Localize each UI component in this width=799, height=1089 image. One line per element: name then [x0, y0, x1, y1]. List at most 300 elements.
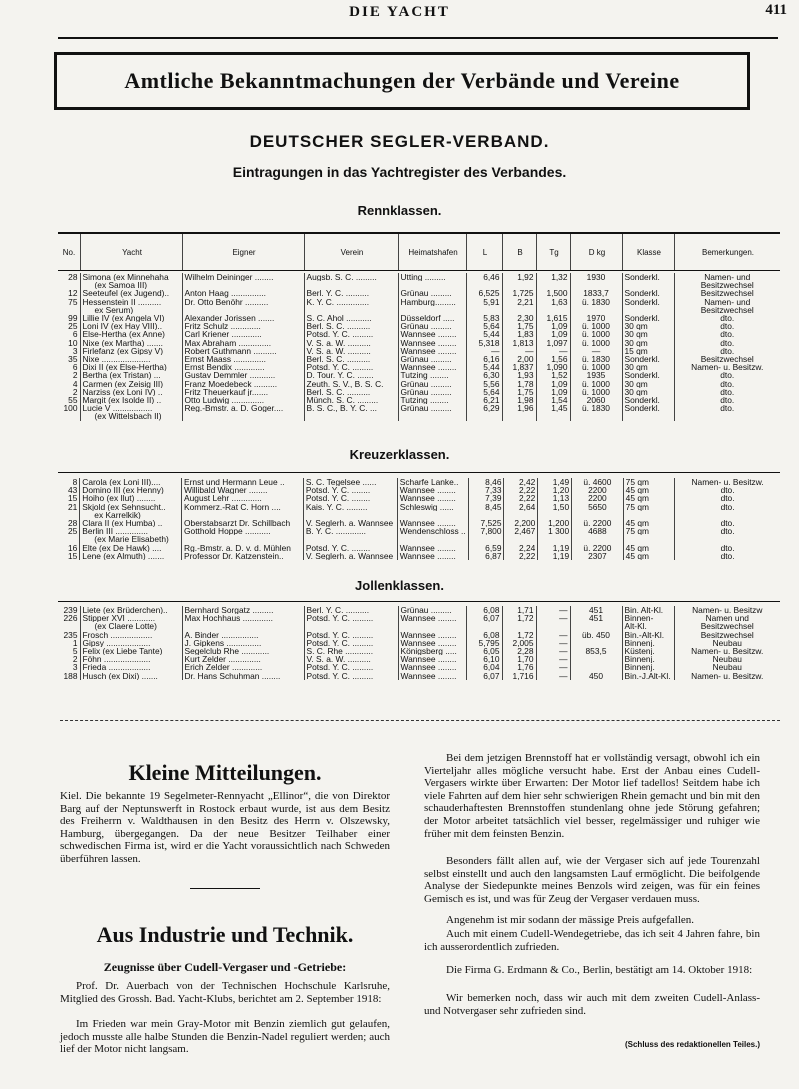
table-cell: Grünau .........	[398, 404, 466, 412]
table-cell: Sonderkl.	[622, 289, 674, 297]
table-cell: Neubau	[674, 663, 780, 671]
editorial-end-note: (Schluss des redaktionellen Teiles.)	[624, 1040, 760, 1049]
table-cell: 5,56	[466, 380, 502, 388]
table-cell	[398, 306, 466, 314]
table-cell: 6,59	[468, 544, 504, 552]
table-row	[58, 639, 780, 647]
table-cell: 1,19	[538, 552, 572, 560]
right-paragraph-5: Die Firma G. Erdmann & Co., Berlin, bestätigt am 14. Oktober 1918:	[446, 964, 753, 976]
table-cell: 6,21	[466, 396, 502, 404]
table-cell: 30 qm	[622, 330, 674, 338]
table-cell: —	[536, 614, 570, 622]
col-eigner: Eigner	[182, 234, 305, 270]
table-row	[58, 494, 780, 502]
rennklassen-table	[58, 273, 780, 421]
table-cell: Alt-Kl.	[622, 622, 674, 630]
table-cell: Sonderkl.	[622, 273, 674, 281]
table-cell: Potsd. Y. C. .........	[304, 663, 398, 671]
table-cell: 1833,7	[570, 289, 622, 297]
table-cell: Tutzing ........	[398, 396, 466, 404]
table-cell: B. Y. C. .............	[303, 527, 397, 535]
table-cell: dto.	[674, 347, 780, 355]
kleine-mitteilungen-title: Kleine Mitteilungen.	[128, 760, 322, 785]
table-cell: Potsd. Y. C. ........	[303, 494, 397, 502]
table-cell: 99	[68, 314, 78, 323]
table-cell: Potsd. Y. C. .........	[304, 672, 398, 680]
table-cell: 5,83	[466, 314, 502, 322]
table-cell: 30 qm	[622, 388, 674, 396]
table-cell: 2060	[570, 396, 622, 404]
table-cell: Küstenj.	[622, 647, 674, 655]
table-cell	[304, 622, 398, 630]
table-cell	[182, 306, 304, 314]
table-row	[58, 273, 780, 281]
table-cell: 1,70	[502, 655, 536, 663]
table-row	[58, 503, 780, 511]
table-cell: Potsd. Y. C. .........	[304, 330, 398, 338]
table-cell: ü. 1000	[570, 330, 622, 338]
table-cell: 2,64	[504, 503, 538, 511]
table-cell: Potsd. Y. C. .........	[304, 614, 398, 622]
table-cell: 2	[72, 387, 78, 397]
table-row	[58, 388, 780, 396]
table-cell: Carl Kriener .............	[182, 330, 304, 338]
table-cell: Erich Zelder .............	[182, 663, 304, 671]
table-cell: 4688	[572, 527, 624, 535]
table-cell	[504, 511, 538, 519]
table-cell: 1,78	[502, 380, 536, 388]
table-cell: V. S. a. W. ..........	[304, 339, 398, 347]
industrie-title: Aus Industrie und Technik.	[96, 922, 354, 947]
table-cell	[182, 281, 304, 289]
table-cell: 25	[67, 527, 78, 536]
table-cell	[398, 281, 466, 289]
table-cell: 2,005	[502, 639, 536, 647]
table-cell: Augsb. S. C. .........	[304, 273, 398, 281]
table-cell: 6,525	[466, 289, 502, 297]
table-cell: 30 qm	[622, 380, 674, 388]
table-cell: dto.	[675, 552, 780, 560]
table-cell: Bertha (ex Tristan) ...	[80, 371, 182, 379]
table-cell: 8	[72, 478, 78, 487]
table-cell: 1,19	[538, 544, 572, 552]
table-cell: Wannsee ........	[398, 672, 466, 680]
table-cell: 2,22	[504, 494, 538, 502]
table-cell: Stipper XVI ............	[80, 614, 182, 622]
table-cell: Scharfe Lanke..	[397, 478, 468, 486]
table-cell: Grünau .........	[398, 388, 466, 396]
table-cell: 235	[63, 630, 78, 639]
table-cell: Bin.-Alt-Kl.	[622, 631, 674, 639]
table-cell	[572, 535, 624, 543]
table-cell: 45 qm	[623, 519, 674, 527]
table-cell: 3	[72, 346, 78, 356]
table-cell: 5	[72, 647, 78, 656]
left-column-rule	[190, 888, 260, 889]
banner-title: Amtliche Bekanntmachungen der Verbände und Vereine	[124, 68, 680, 93]
table-row	[58, 647, 780, 655]
table-cell: Sonderkl.	[622, 371, 674, 379]
table-cell: Sonderkl.	[622, 298, 674, 306]
table-cell: S. C. Ahol ...........	[304, 314, 398, 322]
table-cell	[397, 535, 468, 543]
table-cell: 1935	[570, 371, 622, 379]
table-cell: Liete (ex Brüderchen)..	[80, 606, 182, 614]
table-cell: 2200	[572, 486, 624, 494]
table-cell: Ernst Bendix .............	[182, 363, 304, 371]
table-cell	[504, 535, 538, 543]
table-cell: 15	[67, 551, 78, 561]
table-cell	[623, 535, 674, 543]
table-cell: 6,05	[466, 647, 502, 655]
right-paragraph-1: Bei dem jetzigen Brennstoff hat er vollständig versagt, obwohl ich ein Vierteljahr alles mögliche versucht habe. Erst der Anbau eines Cudell-Vergasers wirkte über Erwarten: Der Motor lief tadellos! Seitdem habe ich viele Fahrten auf dem hier sehr schwierigen Rhein gemacht und bin mit den schauderhaftesten Brennstoffen stundenlang ohne jede Störung gefahren; der Motor arbeitet tatsächlich viel besser, regelmässiger und ruhiger wie früher mit dem feinsten Benzin.	[424, 752, 760, 840]
table-cell: Otto Ludwig ..............	[182, 396, 304, 404]
table-cell: 7,525	[468, 519, 504, 527]
table-cell: Wannsee ........	[398, 639, 466, 647]
table-cell: Hamburg.........	[398, 298, 466, 306]
table-cell: 12	[68, 289, 78, 298]
table-cell	[182, 535, 304, 543]
table-row	[58, 363, 780, 371]
table-cell	[466, 412, 502, 420]
table-cell: 1,32	[536, 273, 570, 281]
rennklassen-heading: Rennklassen.	[357, 203, 442, 218]
table-cell: Bernhard Sorgatz .........	[182, 606, 304, 614]
table-cell: 6,46	[466, 273, 502, 281]
table-cell: Grünau .........	[398, 606, 466, 614]
table-cell: 1,090	[536, 363, 570, 371]
table-cell: 1,716	[502, 672, 536, 680]
table-cell: 1,615	[536, 314, 570, 322]
table-cell	[303, 535, 397, 543]
table-cell	[674, 412, 780, 420]
table-cell: Sonderkl.	[622, 404, 674, 412]
table-cell: Bin. Alt-Kl.	[622, 606, 674, 614]
col-heimatshafen: Heimatshafen	[398, 234, 467, 270]
table-cell: Grünau .........	[398, 289, 466, 297]
table-cell: 6,08	[466, 631, 502, 639]
table-cell: Namen- u. Besitzw.	[674, 363, 780, 371]
table-cell: Wannsee ........	[398, 663, 466, 671]
table-cell: Loni IV (ex Hay VIII)..	[80, 322, 182, 330]
table-cell	[570, 412, 622, 420]
table-cell	[675, 535, 780, 543]
table-cell: ü. 1830	[570, 355, 622, 363]
table-cell	[304, 281, 398, 289]
table-cell: —	[466, 347, 502, 355]
table-cell: 5,318	[466, 339, 502, 347]
table-cell: 239	[63, 606, 78, 615]
table-cell: Segelclub Rhe ............	[182, 647, 304, 655]
table-cell	[536, 622, 570, 630]
table-cell: 1,72	[502, 631, 536, 639]
table-cell: 1,09	[536, 380, 570, 388]
table-row	[58, 519, 780, 527]
table-cell: 7,39	[468, 494, 504, 502]
table-cell: Skjold (ex Sehnsucht..	[80, 503, 182, 511]
table-cell: Seeteufel (ex Jugend)..	[80, 289, 182, 297]
table-cell: 2,24	[504, 544, 538, 552]
table-row	[58, 672, 780, 680]
table-cell: 1,56	[536, 355, 570, 363]
header-rule	[58, 37, 778, 39]
table-cell: dto.	[674, 380, 780, 388]
table-cell: 6,30	[466, 371, 502, 379]
table-cell: —	[536, 672, 570, 680]
table-cell: dto.	[675, 486, 780, 494]
col-d-kg: D kg	[570, 234, 623, 270]
table-cell: V. S. a. W. ..........	[304, 347, 398, 355]
table-cell: Wannsee ........	[397, 486, 468, 494]
table-cell: Wannsee ........	[398, 330, 466, 338]
table-cell: Max Abraham ..............	[182, 339, 304, 347]
table-cell: Gotthold Hoppe ...........	[182, 527, 304, 535]
table-cell: —	[536, 631, 570, 639]
table-cell: dto.	[675, 494, 780, 502]
jollen-rule	[58, 601, 780, 602]
table-cell	[675, 511, 780, 519]
table-cell: Binnenj.	[622, 655, 674, 663]
table-cell	[182, 511, 304, 519]
table-cell: 1,725	[502, 289, 536, 297]
table-row	[58, 355, 780, 363]
table-cell: Nixe .....................	[80, 355, 182, 363]
table-cell: Föhn ....................	[80, 655, 182, 663]
table-cell: J. Gipkens ...............	[182, 639, 304, 647]
table-cell: Potsd. Y. C. ........	[303, 544, 397, 552]
table-cell: Dr. Hans Schuhman ........	[182, 672, 304, 680]
table-cell	[398, 622, 466, 630]
table-cell: Nixe (ex Martha) .......	[80, 339, 182, 347]
table-cell: Utting .........	[398, 273, 466, 281]
table-row	[58, 289, 780, 297]
table-cell: 1,75	[502, 322, 536, 330]
table-cell	[538, 535, 572, 543]
table-cell: 1,50	[538, 503, 572, 511]
table-cell: Kais. Y. C. .........	[303, 503, 397, 511]
col-klasse: Klasse	[622, 234, 675, 270]
table-cell: dto.	[674, 339, 780, 347]
table-cell: Berl. Y. C. ..........	[304, 606, 398, 614]
table-row	[58, 535, 780, 543]
table-row	[58, 606, 780, 614]
table-cell	[622, 306, 674, 314]
table-cell: 5650	[572, 503, 624, 511]
table-cell: ü. 2200	[572, 519, 624, 527]
table-cell	[58, 511, 80, 519]
table-cell: 1930	[570, 273, 622, 281]
table-row	[58, 306, 780, 314]
table-cell	[303, 511, 397, 519]
table-cell: 2,28	[502, 647, 536, 655]
table-row	[58, 655, 780, 663]
table-cell	[570, 281, 622, 289]
table-cell: 28	[67, 519, 78, 528]
table-cell: Clara II (ex Humba) ..	[80, 519, 182, 527]
table-cell: Namen- u. Besitzw.	[675, 478, 780, 486]
table-row	[58, 339, 780, 347]
table-cell: 5,64	[466, 322, 502, 330]
right-paragraph-6: Wir bemerken noch, dass wir auch mit dem zweiten Cudell-Anlass- und Notvergaser sehr zufrieden sind.	[424, 992, 760, 1017]
table-cell: 6,10	[466, 655, 502, 663]
table-cell: 1,200	[538, 519, 572, 527]
table-cell: Alexander Jorissen .......	[182, 314, 304, 322]
table-cell: Ernst und Hermann Leue ..	[182, 478, 304, 486]
table-row	[58, 371, 780, 379]
table-cell	[536, 281, 570, 289]
table-cell: Grünau .........	[398, 322, 466, 330]
table-cell: Wannsee ........	[398, 363, 466, 371]
table-cell: 451	[570, 606, 622, 614]
table-cell: 45 qm	[623, 544, 674, 552]
table-cell: (ex Samoa III)	[80, 281, 182, 289]
table-cell: 1,63	[536, 298, 570, 306]
table-cell: 4	[72, 379, 78, 388]
table-cell: —	[536, 655, 570, 663]
table-cell: Narziss (ex Loni IV) ..	[80, 388, 182, 396]
table-cell: Frosch ..................	[80, 631, 182, 639]
announcement-banner	[54, 52, 750, 110]
table-cell: 15	[67, 494, 78, 503]
table-cell: —	[536, 606, 570, 614]
table-cell: ü. 4600	[572, 478, 624, 486]
table-cell: Wannsee ........	[397, 494, 468, 502]
table-cell: Wilhelm Deininger ........	[182, 273, 304, 281]
table-cell: 75	[68, 297, 78, 306]
table-row	[58, 380, 780, 388]
register-table-header	[58, 232, 780, 271]
table-cell: 45 qm	[623, 552, 674, 560]
table-cell: Binnenj.	[622, 663, 674, 671]
table-cell: Anton Haag ...............	[182, 289, 304, 297]
table-cell	[536, 412, 570, 420]
table-cell: Lillie IV (ex Angela VI)	[80, 314, 182, 322]
table-cell	[468, 511, 504, 519]
table-cell: 1,45	[536, 404, 570, 412]
table-cell	[58, 306, 80, 314]
table-cell: Robert Guthmann ..........	[182, 347, 304, 355]
table-cell: 2,30	[502, 314, 536, 322]
table-cell: 1,96	[502, 404, 536, 412]
table-cell: 1,98	[502, 396, 536, 404]
table-cell: Professor Dr. Katzenstein..	[182, 552, 304, 560]
table-cell: 853,5	[570, 647, 622, 655]
table-cell: Münch. S. C. .........	[304, 396, 398, 404]
kleine-paragraph: Kiel. Die bekannte 19 Segelmeter-Rennyacht „Ellinor“, die von Direktor Barg auf der Neptunswerft in Rostock erbaut wurde, ist aus dem Besitz des Freiherrn v. Waldthausen in den Besitz des Herrn v. Olszewsky, Hamburg, übergegangen. Da der neue Besitzer Teilhaber einer schwedischen Firma ist, wird er die Yacht voraussichtlich nach Schweden überführen lassen.	[60, 790, 390, 865]
table-cell: Düsseldorf .....	[398, 314, 466, 322]
table-cell: Max Hochhaus .............	[182, 614, 304, 622]
federation-title: DEUTSCHER SEGLER-VERBAND.	[249, 132, 550, 151]
table-cell: Husch (ex Dixi) .......	[80, 672, 182, 680]
table-cell: 1,813	[502, 339, 536, 347]
table-cell: 2	[72, 655, 78, 664]
col-b: B	[502, 234, 537, 270]
table-cell: —	[536, 639, 570, 647]
table-cell: 1,500	[536, 289, 570, 297]
table-cell: Dr. Otto Benöhr ..........	[182, 298, 304, 306]
table-cell	[502, 622, 536, 630]
table-cell	[304, 306, 398, 314]
table-cell: 7,800	[468, 527, 504, 535]
table-cell: Zeuth. S. V., B. S. C.	[304, 380, 398, 388]
table-cell: 1,49	[538, 478, 572, 486]
table-cell: 43	[67, 486, 78, 495]
table-cell: 5,91	[466, 298, 502, 306]
col-no: No.	[62, 247, 76, 257]
table-cell: 1,72	[502, 614, 536, 622]
table-cell: dto.	[674, 314, 780, 322]
table-cell	[466, 306, 502, 314]
table-cell: Else-Hertha (ex Anne)	[80, 330, 182, 338]
table-cell: Kurt Zelder ..............	[182, 655, 304, 663]
table-cell: 2,42	[504, 478, 538, 486]
table-cell: dto.	[675, 527, 780, 535]
table-cell: Wannsee ........	[397, 552, 468, 560]
table-cell: 5,44	[466, 330, 502, 338]
table-cell: Berl. S. C. ..........	[304, 355, 398, 363]
table-cell: 1,54	[536, 396, 570, 404]
table-cell: 21	[67, 502, 78, 511]
section-divider	[60, 720, 780, 721]
table-row	[58, 631, 780, 639]
table-cell	[182, 412, 304, 420]
table-cell: 2,467	[504, 527, 538, 535]
table-cell: 1,92	[502, 273, 536, 281]
table-cell	[502, 306, 536, 314]
table-cell	[570, 622, 622, 630]
table-cell: Sonderkl.	[622, 314, 674, 322]
table-cell	[502, 281, 536, 289]
table-cell: 25	[68, 322, 78, 331]
table-cell: ü. 1000	[570, 322, 622, 330]
table-cell: Potsd. Y. C. .........	[304, 631, 398, 639]
table-cell	[58, 622, 80, 630]
table-cell: 6	[72, 330, 78, 339]
table-cell: Namen- und	[674, 273, 780, 281]
table-cell: (ex Wittelsbach II)	[80, 412, 182, 420]
table-cell: ex Karrelkik)	[80, 511, 182, 519]
table-row	[58, 663, 780, 671]
table-cell: 75 qm	[623, 478, 674, 486]
table-row	[58, 347, 780, 355]
table-row	[58, 404, 780, 412]
table-cell: (ex Claere Lotte)	[80, 622, 182, 630]
table-cell: Ernst Maass ..............	[182, 355, 304, 363]
table-cell: August Lehr .............	[182, 494, 304, 502]
table-cell: V. S. a. W. ..........	[304, 655, 398, 663]
table-cell	[570, 655, 622, 663]
table-cell: Namen- u. Besitzw.	[674, 672, 780, 680]
table-cell: ü. 1830	[570, 404, 622, 412]
table-cell: Hessenstein II ..........	[80, 298, 182, 306]
table-cell: Tutzing ........	[398, 371, 466, 379]
table-cell: 2,21	[502, 298, 536, 306]
table-row	[58, 396, 780, 404]
table-cell: 188	[63, 671, 78, 680]
table-cell: 2,22	[504, 486, 538, 494]
table-cell	[570, 306, 622, 314]
running-title: DIE YACHT	[349, 4, 450, 20]
table-cell: Berl. S. C. ..........	[304, 388, 398, 396]
table-cell: 1	[72, 638, 78, 648]
table-cell: Namen- u. Besitzw	[674, 606, 780, 614]
table-cell: 1,097	[536, 339, 570, 347]
table-cell: Margit (ex Isolde II) ..	[80, 396, 182, 404]
table-cell: 6,07	[466, 614, 502, 622]
table-cell: Namen- u. Besitzw.	[674, 647, 780, 655]
industrie-subtitle: Zeugnisse über Cudell-Vergaser und -Getriebe:	[103, 960, 347, 974]
right-paragraph-3: Angenehm ist mir sodann der mässige Preis aufgefallen.	[446, 914, 695, 926]
